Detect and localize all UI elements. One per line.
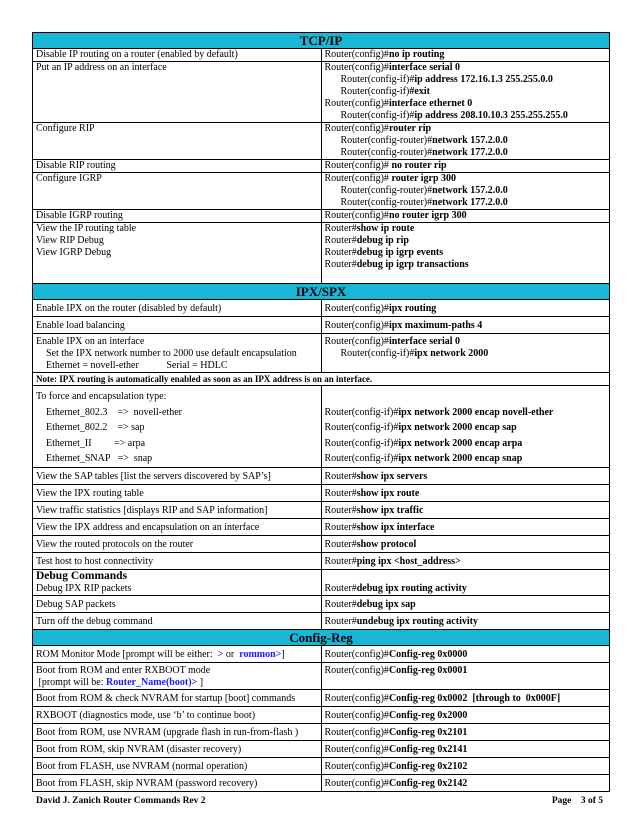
table-row (33, 173, 610, 210)
row-description: Boot from ROM, use NVRAM (upgrade flash in run-from-flash ) (33, 723, 322, 740)
row-description: Debug Commands Debug IPX RIP packets (33, 569, 322, 595)
row-command: Router#show ipx servers (321, 467, 610, 484)
row-command: Router(config)#Config-reg 0x2141 (321, 740, 610, 757)
row-description: Enable IPX on the router (disabled by default) (33, 300, 322, 317)
ipx-note: Note: IPX routing is automatically enabled as soon as an IPX address is on an interface. (33, 373, 610, 386)
table-row (33, 552, 610, 569)
page-footer (36, 796, 603, 806)
table-row (33, 740, 610, 757)
row-description: Boot from FLASH, use NVRAM (normal operation) (33, 757, 322, 774)
row-command: Router#show ipx route (321, 484, 610, 501)
table-row (33, 706, 610, 723)
table-row (33, 484, 610, 501)
table-row (33, 300, 610, 317)
table-row (33, 223, 610, 284)
row-description: View the SAP tables [list the servers discovered by SAP’s] (33, 467, 322, 484)
row-command: Router#show protocol (321, 535, 610, 552)
command-table (32, 32, 610, 792)
row-description: View traffic statistics [displays RIP and SAP information] (33, 501, 322, 518)
table-row (33, 49, 610, 62)
table-row (33, 386, 610, 468)
table-row (33, 334, 610, 373)
row-command: Router#show ipx interface (321, 518, 610, 535)
table-row (33, 317, 610, 334)
table-row (33, 595, 610, 612)
row-command: Router(config)#interface serial 0 Router(config-if)#ip address 172.16.1.3 255.255.0.0 Router(config-if)#exit Router(config)#interface ethernet 0 Router(config-if)#ip address 208.10.10.3 255.255.255.0 (321, 62, 610, 123)
table-row (33, 569, 610, 595)
section-header-tcpip: TCP/IP (33, 33, 610, 49)
row-description: View the IPX address and encapsulation on an interface (33, 518, 322, 535)
row-description: Boot from ROM & check NVRAM for startup [boot] commands (33, 689, 322, 706)
row-description: RXBOOT (diagnostics mode, use ‘b’ to continue boot) (33, 706, 322, 723)
encap-commands: Router(config-if)#ipx network 2000 encap novell-ether Router(config-if)#ipx network 2000 encap sap Router(config-if)#ipx network 2000 encap arpa Router(config-if)#ipx network 2000 encap snap (321, 386, 610, 468)
row-description: Configure RIP (33, 123, 322, 160)
row-command: Router(config)# no router rip (321, 160, 610, 173)
row-command: Router#debug ipx sap (321, 595, 610, 612)
footer-page-number: Page 3 of 5 (551, 796, 603, 806)
row-description: Disable IP routing on a router (enabled by default) (33, 49, 322, 62)
row-command: Router(config)#Config-reg 0x0001 (321, 662, 610, 689)
row-description: Boot from FLASH, skip NVRAM (password recovery) (33, 774, 322, 791)
row-command: Router#show ipx traffic (321, 501, 610, 518)
row-description: Test host to host connectivity (33, 552, 322, 569)
row-description: Enable load balancing (33, 317, 322, 334)
row-command: Router(config)#interface serial 0 Router(config-if)#ipx network 2000 (321, 334, 610, 373)
table-row (33, 662, 610, 689)
table-row (33, 535, 610, 552)
table-row (33, 210, 610, 223)
row-command: Router#ping ipx <host_address> (321, 552, 610, 569)
table-row (33, 62, 610, 123)
row-command: Router(config)#ipx maximum-paths 4 (321, 317, 610, 334)
row-command: Router(config)#Config-reg 0x0002 [through to 0x000F] (321, 689, 610, 706)
row-description: Disable RIP routing (33, 160, 322, 173)
row-command: Router(config)#no ip routing (321, 49, 610, 62)
section-header-ipx: IPX/SPX (33, 284, 610, 300)
row-description: Turn off the debug command (33, 612, 322, 629)
row-command: Router(config)# router igrp 300 Router(config-router)#network 157.2.0.0 Router(config-router)#network 177.2.0.0 (321, 173, 610, 210)
table-row (33, 612, 610, 629)
row-command: Router#show ip route Router#debug ip rip Router#debug ip igrp events Router#debug ip igrp transactions (321, 223, 610, 284)
row-command: Router#undebug ipx routing activity (321, 612, 610, 629)
footer-author: David J. Zanich Router Commands Rev 2 (36, 796, 206, 806)
table-row (33, 160, 610, 173)
row-command: Router(config)#no router igrp 300 (321, 210, 610, 223)
section-header-configreg: Config-Reg (33, 629, 610, 645)
row-description: Put an IP address on an interface (33, 62, 322, 123)
table-row (33, 373, 610, 386)
row-description: Enable IPX on an interface Set the IPX network number to 2000 use default encapsulation Ethernet = novell-ether Serial = HDLC (33, 334, 322, 373)
table-row (33, 723, 610, 740)
debug-commands-heading: Debug Commands (36, 569, 128, 582)
row-description: Debug SAP packets (33, 595, 322, 612)
table-row (33, 757, 610, 774)
row-command: Router(config)#Config-reg 0x2101 (321, 723, 610, 740)
row-description: Boot from ROM, skip NVRAM (disaster recovery) (33, 740, 322, 757)
row-description: View the IPX routing table (33, 484, 322, 501)
table-row (33, 645, 610, 662)
command-reference-page (32, 32, 610, 792)
row-command: Router(config)#Config-reg 0x2102 (321, 757, 610, 774)
table-row (33, 518, 610, 535)
row-description: Configure IGRP (33, 173, 322, 210)
table-row (33, 774, 610, 791)
row-command: Router(config)#router rip Router(config-router)#network 157.2.0.0 Router(config-router)#network 177.2.0.0 (321, 123, 610, 160)
row-description: Disable IGRP routing (33, 210, 322, 223)
table-row (33, 501, 610, 518)
table-row (33, 467, 610, 484)
table-row (33, 689, 610, 706)
row-command: Router(config)#Config-reg 0x0000 (321, 645, 610, 662)
row-command: Router(config)#Config-reg 0x2142 (321, 774, 610, 791)
table-row (33, 123, 610, 160)
row-description: View the routed protocols on the router (33, 535, 322, 552)
row-command: Router(config)#Config-reg 0x2000 (321, 706, 610, 723)
row-command: Router#debug ipx routing activity (321, 569, 610, 595)
row-command: Router(config)#ipx routing (321, 300, 610, 317)
row-description: View the IP routing table View RIP Debug View IGRP Debug (33, 223, 322, 284)
encap-descriptions: To force and encapsulation type: Ethernet_802.3 => novell-ether Ethernet_802.2 => sap Ethernet_II => arpa Ethernet_SNAP => snap (33, 386, 322, 468)
row-description: ROM Monitor Mode [prompt will be either: > or rommon>] (33, 645, 322, 662)
row-description: Boot from ROM and enter RXBOOT mode [prompt will be: Router_Name(boot)> ] (33, 662, 322, 689)
